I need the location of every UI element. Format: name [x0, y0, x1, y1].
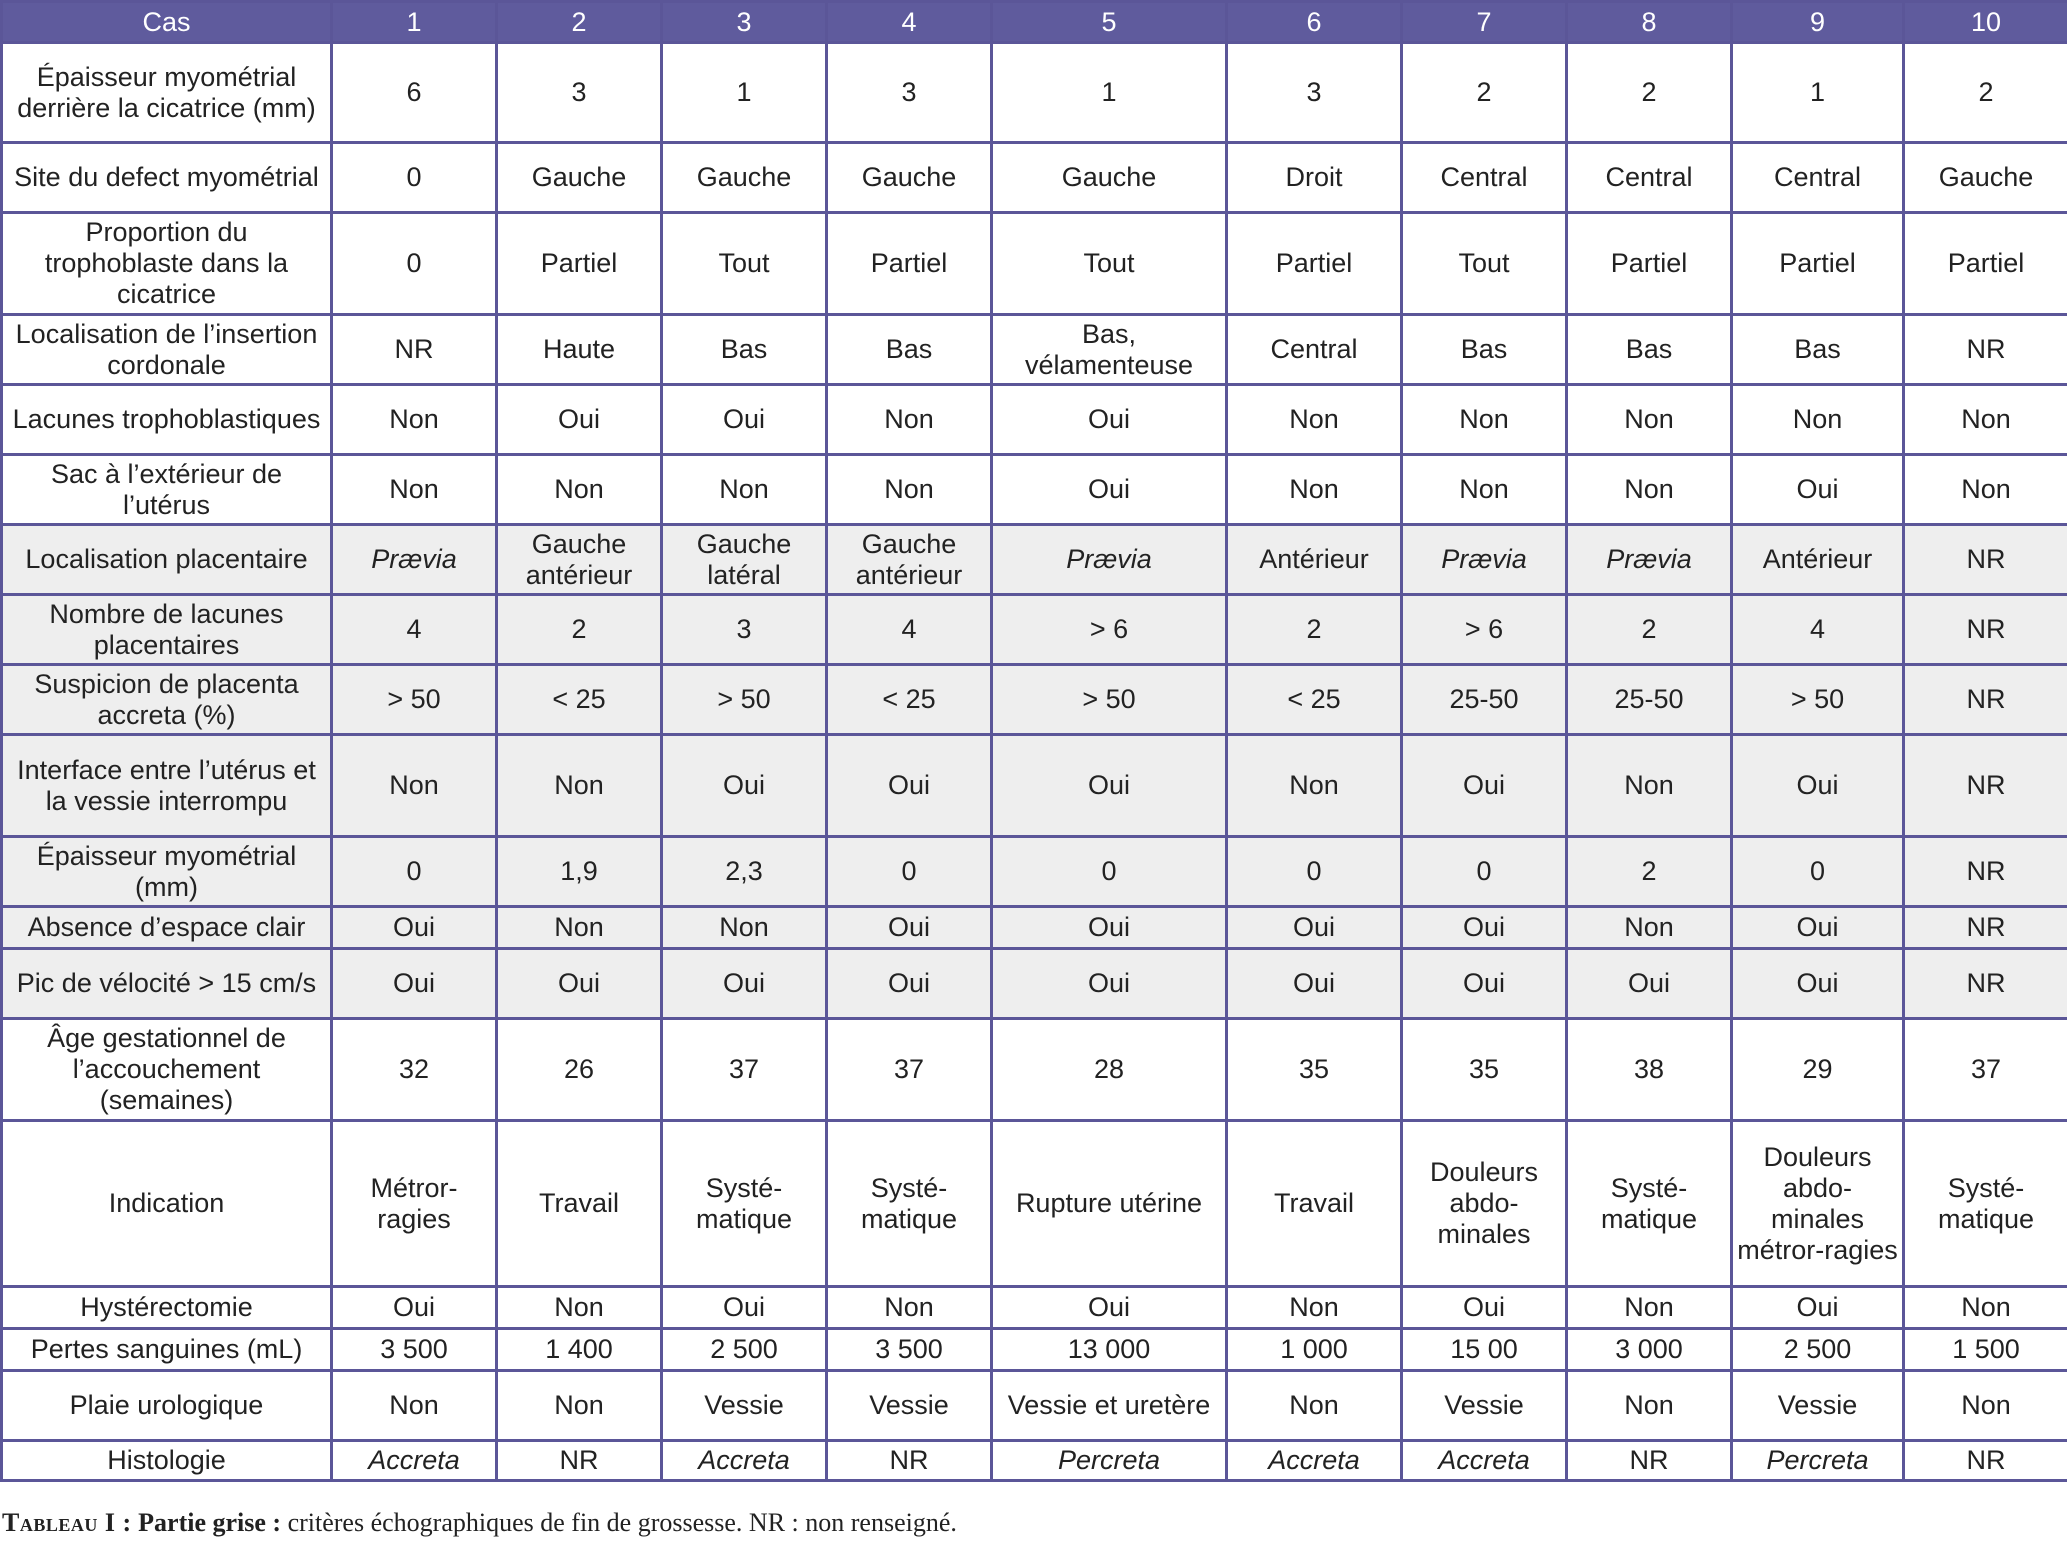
- row-label: Plaie urologique: [2, 1371, 332, 1441]
- table-cell: NR: [332, 315, 497, 385]
- table-cell: Percreta: [1732, 1441, 1904, 1481]
- table-cell: Non: [1567, 1287, 1732, 1329]
- table-row: [2, 525, 2067, 595]
- table-cell: Droit: [1227, 143, 1402, 213]
- table-cell: > 50: [992, 665, 1227, 735]
- row-label: Site du defect myométrial: [2, 143, 332, 213]
- table-row: [2, 595, 2067, 665]
- table-cell: Accreta: [1402, 1441, 1567, 1481]
- table-cell: Non: [1567, 907, 1732, 949]
- table-row: [2, 665, 2067, 735]
- table-cell: 3 000: [1567, 1329, 1732, 1371]
- table-cell: 3: [662, 595, 827, 665]
- header-row: [2, 2, 2067, 43]
- table-cell: Oui: [827, 949, 992, 1019]
- table-cell: Bas: [827, 315, 992, 385]
- header-case: 5: [992, 2, 1227, 43]
- row-label: Nombre de lacunes placentaires: [2, 595, 332, 665]
- table-cell: Oui: [992, 907, 1227, 949]
- table-cell: Systé-matique: [827, 1121, 992, 1287]
- table-cell: < 25: [497, 665, 662, 735]
- table-cell: 3: [827, 43, 992, 143]
- table-cell: 3 500: [827, 1329, 992, 1371]
- table-cell: Oui: [992, 949, 1227, 1019]
- table-cell: Systé-matique: [1567, 1121, 1732, 1287]
- table-cell: Non: [497, 1287, 662, 1329]
- table-cell: 2: [497, 595, 662, 665]
- table-cell: Oui: [827, 907, 992, 949]
- table-cell: Non: [497, 735, 662, 837]
- row-label: Pertes sanguines (mL): [2, 1329, 332, 1371]
- table-cell: Oui: [662, 385, 827, 455]
- table-cell: Non: [1904, 455, 2067, 525]
- table-cell: 37: [662, 1019, 827, 1121]
- table-cell: NR: [1567, 1441, 1732, 1481]
- row-label: Absence d’espace clair: [2, 907, 332, 949]
- table-cell: Accreta: [662, 1441, 827, 1481]
- table-cell: NR: [1904, 315, 2067, 385]
- table-cell: Accreta: [1227, 1441, 1402, 1481]
- table-cell: Bas: [662, 315, 827, 385]
- table-cell: NR: [1904, 595, 2067, 665]
- table-cell: 38: [1567, 1019, 1732, 1121]
- table-cell: 4: [332, 595, 497, 665]
- table-cell: Partiel: [827, 213, 992, 315]
- table-cell: 32: [332, 1019, 497, 1121]
- table-cell: Central: [1227, 315, 1402, 385]
- table-cell: > 6: [992, 595, 1227, 665]
- table-cell: Oui: [662, 735, 827, 837]
- table-cell: Non: [1227, 1287, 1402, 1329]
- table-cell: Central: [1732, 143, 1904, 213]
- header-case: 6: [1227, 2, 1402, 43]
- table-cell: Non: [827, 455, 992, 525]
- table-row: [2, 735, 2067, 837]
- table-cell: Non: [332, 1371, 497, 1441]
- table-cell: Oui: [662, 1287, 827, 1329]
- table-cell: Travail: [497, 1121, 662, 1287]
- table-cell: Non: [332, 455, 497, 525]
- table-cell: Oui: [992, 455, 1227, 525]
- header-case: 8: [1567, 2, 1732, 43]
- table-row: [2, 949, 2067, 1019]
- table-cell: Partiel: [1904, 213, 2067, 315]
- table-cell: Non: [1567, 735, 1732, 837]
- table-row: [2, 1441, 2067, 1481]
- table-cell: 2 500: [1732, 1329, 1904, 1371]
- caption-table-label: Tableau I :: [2, 1508, 132, 1537]
- table-cell: Vessie: [1732, 1371, 1904, 1441]
- header-case: 2: [497, 2, 662, 43]
- table-row: [2, 143, 2067, 213]
- table-cell: 35: [1227, 1019, 1402, 1121]
- table-cell: Oui: [662, 949, 827, 1019]
- table-cell: 0: [332, 143, 497, 213]
- table-cell: 29: [1732, 1019, 1904, 1121]
- table-cell: > 50: [662, 665, 827, 735]
- caption-text: critères échographiques de fin de grossesse. NR : non renseigné.: [281, 1508, 957, 1537]
- row-label: Suspicion de placenta accreta (%): [2, 665, 332, 735]
- header-case: 10: [1904, 2, 2067, 43]
- table-cell: Oui: [992, 735, 1227, 837]
- table-cell: 1: [992, 43, 1227, 143]
- table-cell: 15 00: [1402, 1329, 1567, 1371]
- table-cell: Antérieur: [1732, 525, 1904, 595]
- table-cell: 6: [332, 43, 497, 143]
- table-cell: Oui: [1402, 1287, 1567, 1329]
- table-cell: Non: [827, 1287, 992, 1329]
- table-row: [2, 1019, 2067, 1121]
- table-cell: Bas: [1567, 315, 1732, 385]
- table-cell: Accreta: [332, 1441, 497, 1481]
- table-cell: Non: [1402, 385, 1567, 455]
- table-cell: Partiel: [1567, 213, 1732, 315]
- table-cell: Non: [827, 385, 992, 455]
- table-cell: 0: [827, 837, 992, 907]
- table-cell: Oui: [1402, 907, 1567, 949]
- table-cell: 4: [1732, 595, 1904, 665]
- table-cell: Oui: [497, 949, 662, 1019]
- table-cell: Prævia: [1402, 525, 1567, 595]
- table-row: [2, 1287, 2067, 1329]
- table-cell: Non: [1227, 735, 1402, 837]
- table-cell: Non: [1904, 1287, 2067, 1329]
- table-cell: 25-50: [1567, 665, 1732, 735]
- table-body: [2, 43, 2067, 1481]
- table-cell: NR: [1904, 525, 2067, 595]
- table-cell: Vessie: [827, 1371, 992, 1441]
- table-cell: 2: [1567, 43, 1732, 143]
- table-caption: [2, 1508, 957, 1538]
- table-cell: Bas: [1402, 315, 1567, 385]
- row-label: Interface entre l’utérus et la vessie interrompu: [2, 735, 332, 837]
- header-case: 7: [1402, 2, 1567, 43]
- table-cell: Prævia: [332, 525, 497, 595]
- table-cell: 2: [1227, 595, 1402, 665]
- table-cell: 0: [1732, 837, 1904, 907]
- table-row: [2, 213, 2067, 315]
- table-cell: Gauche: [497, 143, 662, 213]
- header-case: 4: [827, 2, 992, 43]
- table-cell: NR: [827, 1441, 992, 1481]
- table-cell: Non: [1567, 455, 1732, 525]
- table-cell: 0: [332, 213, 497, 315]
- table-cell: Tout: [992, 213, 1227, 315]
- table-cell: Gauche latéral: [662, 525, 827, 595]
- table-cell: 1: [662, 43, 827, 143]
- table-cell: Non: [1567, 385, 1732, 455]
- table-cell: 1 000: [1227, 1329, 1402, 1371]
- table-row: [2, 385, 2067, 455]
- table-cell: Non: [662, 907, 827, 949]
- header-case-label: Cas: [2, 2, 332, 43]
- table-cell: 2: [1904, 43, 2067, 143]
- table-cell: Oui: [1732, 907, 1904, 949]
- row-label: Lacunes trophoblastiques: [2, 385, 332, 455]
- caption-grey-label: Partie grise :: [138, 1508, 282, 1537]
- header-case: 9: [1732, 2, 1904, 43]
- table-cell: Partiel: [1227, 213, 1402, 315]
- table-cell: Prævia: [1567, 525, 1732, 595]
- table-cell: Non: [497, 907, 662, 949]
- table-cell: Gauche antérieur: [827, 525, 992, 595]
- table-cell: NR: [497, 1441, 662, 1481]
- table-cell: NR: [1904, 665, 2067, 735]
- table-cell: Tout: [1402, 213, 1567, 315]
- table-row: [2, 455, 2067, 525]
- table-cell: 35: [1402, 1019, 1567, 1121]
- table-cell: NR: [1904, 1441, 2067, 1481]
- table-cell: Oui: [992, 1287, 1227, 1329]
- table-cell: 1: [1732, 43, 1904, 143]
- table-cell: Oui: [1227, 949, 1402, 1019]
- table-cell: Non: [332, 385, 497, 455]
- table-row: [2, 1371, 2067, 1441]
- row-label: Épaisseur myométrial (mm): [2, 837, 332, 907]
- table-cell: Haute: [497, 315, 662, 385]
- table-row: [2, 1121, 2067, 1287]
- table-cell: Oui: [332, 907, 497, 949]
- row-label: Histologie: [2, 1441, 332, 1481]
- table-cell: 13 000: [992, 1329, 1227, 1371]
- table-cell: 2: [1567, 837, 1732, 907]
- table-cell: 26: [497, 1019, 662, 1121]
- table-cell: Bas: [1732, 315, 1904, 385]
- table-cell: Oui: [497, 385, 662, 455]
- table-cell: 0: [1227, 837, 1402, 907]
- table-cell: < 25: [1227, 665, 1402, 735]
- header-case: 3: [662, 2, 827, 43]
- table-cell: Oui: [1732, 1287, 1904, 1329]
- table-cell: Non: [662, 455, 827, 525]
- row-label: Épaisseur myométrial derrière la cicatrice (mm): [2, 43, 332, 143]
- table-cell: Non: [1732, 385, 1904, 455]
- table-cell: 2 500: [662, 1329, 827, 1371]
- table-cell: 2: [1402, 43, 1567, 143]
- table-cell: 25-50: [1402, 665, 1567, 735]
- table-cell: Gauche: [662, 143, 827, 213]
- table-cell: Oui: [332, 1287, 497, 1329]
- table-row: [2, 315, 2067, 385]
- row-label: Âge gestationnel de l’accouchement (semaines): [2, 1019, 332, 1121]
- table-cell: 37: [1904, 1019, 2067, 1121]
- table-cell: 2,3: [662, 837, 827, 907]
- table-cell: Oui: [1567, 949, 1732, 1019]
- row-label: Sac à l’extérieur de l’utérus: [2, 455, 332, 525]
- table-row: [2, 1329, 2067, 1371]
- table-cell: Systé-matique: [1904, 1121, 2067, 1287]
- table-cell: 1,9: [497, 837, 662, 907]
- table-cell: Oui: [332, 949, 497, 1019]
- table-cell: NR: [1904, 837, 2067, 907]
- row-label: Hystérectomie: [2, 1287, 332, 1329]
- table-cell: > 6: [1402, 595, 1567, 665]
- table-cell: Antérieur: [1227, 525, 1402, 595]
- table-cell: > 50: [1732, 665, 1904, 735]
- table-cell: Gauche: [1904, 143, 2067, 213]
- table-cell: Gauche: [992, 143, 1227, 213]
- table-cell: 28: [992, 1019, 1227, 1121]
- table-cell: Percreta: [992, 1441, 1227, 1481]
- table-cell: 1 500: [1904, 1329, 2067, 1371]
- row-label: Pic de vélocité > 15 cm/s: [2, 949, 332, 1019]
- table-cell: Non: [1402, 455, 1567, 525]
- table-cell: Gauche antérieur: [497, 525, 662, 595]
- table-cell: Vessie: [1402, 1371, 1567, 1441]
- row-label: Indication: [2, 1121, 332, 1287]
- header-case: 1: [332, 2, 497, 43]
- table-cell: Oui: [1732, 949, 1904, 1019]
- table-cell: Central: [1402, 143, 1567, 213]
- table-cell: NR: [1904, 735, 2067, 837]
- table-cell: Rupture utérine: [992, 1121, 1227, 1287]
- table-cell: 3 500: [332, 1329, 497, 1371]
- table-cell: Partiel: [497, 213, 662, 315]
- table-row: [2, 43, 2067, 143]
- table-cell: Non: [1904, 1371, 2067, 1441]
- table-cell: 1 400: [497, 1329, 662, 1371]
- table-cell: > 50: [332, 665, 497, 735]
- table-cell: Oui: [1402, 949, 1567, 1019]
- table-cell: Non: [1567, 1371, 1732, 1441]
- table-cell: Oui: [1227, 907, 1402, 949]
- row-label: Localisation placentaire: [2, 525, 332, 595]
- table-cell: Tout: [662, 213, 827, 315]
- table-cell: 37: [827, 1019, 992, 1121]
- table-cell: 2: [1567, 595, 1732, 665]
- table-cell: 3: [497, 43, 662, 143]
- table-cell: < 25: [827, 665, 992, 735]
- table-cell: Non: [1227, 1371, 1402, 1441]
- table-cell: Central: [1567, 143, 1732, 213]
- table-cell: Gauche: [827, 143, 992, 213]
- table-cell: Vessie: [662, 1371, 827, 1441]
- table-cell: Travail: [1227, 1121, 1402, 1287]
- table-cell: Non: [1904, 385, 2067, 455]
- row-label: Proportion du trophoblaste dans la cicatrice: [2, 213, 332, 315]
- table-cell: Oui: [1732, 735, 1904, 837]
- table-cell: 4: [827, 595, 992, 665]
- table-cell: NR: [1904, 949, 2067, 1019]
- table-row: [2, 837, 2067, 907]
- table-cell: NR: [1904, 907, 2067, 949]
- table-cell: Non: [497, 455, 662, 525]
- table-cell: Métror-ragies: [332, 1121, 497, 1287]
- table-cell: Non: [497, 1371, 662, 1441]
- table-cell: Partiel: [1732, 213, 1904, 315]
- table-cell: Non: [1227, 385, 1402, 455]
- table-cell: Prævia: [992, 525, 1227, 595]
- table-row: [2, 907, 2067, 949]
- table-cell: Oui: [827, 735, 992, 837]
- table-cell: Oui: [1732, 455, 1904, 525]
- table-cell: 0: [332, 837, 497, 907]
- table-cell: Vessie et uretère: [992, 1371, 1227, 1441]
- table-cell: Non: [332, 735, 497, 837]
- table-cell: Oui: [992, 385, 1227, 455]
- table-cell: Douleurs abdo-minales métror-ragies: [1732, 1121, 1904, 1287]
- table-cell: 0: [1402, 837, 1567, 907]
- table-cell: Douleurs abdo-minales: [1402, 1121, 1567, 1287]
- table-cell: 3: [1227, 43, 1402, 143]
- table-cell: Bas, vélamenteuse: [992, 315, 1227, 385]
- table-cell: Oui: [1402, 735, 1567, 837]
- row-label: Localisation de l’insertion cordonale: [2, 315, 332, 385]
- table-cell: 0: [992, 837, 1227, 907]
- table-cell: Non: [1227, 455, 1402, 525]
- table-cell: Systé-matique: [662, 1121, 827, 1287]
